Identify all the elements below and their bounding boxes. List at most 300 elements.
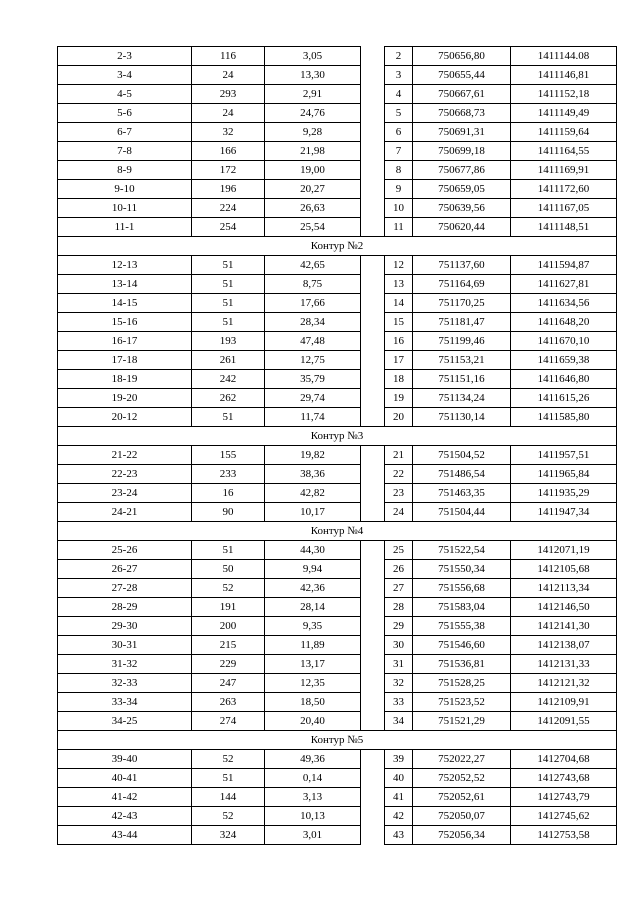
table-row (58, 484, 617, 503)
x-coordinate-cell: 750668,73 (413, 104, 511, 123)
point-number-cell: 18 (385, 370, 413, 389)
column-gap (361, 123, 385, 142)
column-gap (361, 104, 385, 123)
point-number-cell: 40 (385, 769, 413, 788)
x-coordinate-cell: 750659,05 (413, 180, 511, 199)
table-row (58, 218, 617, 237)
direction-angle-cell: 196 (192, 180, 265, 199)
y-coordinate-cell: 1412743,79 (511, 788, 617, 807)
table-row (58, 769, 617, 788)
y-coordinate-cell: 1411169,91 (511, 161, 617, 180)
y-coordinate-cell: 1412743,68 (511, 769, 617, 788)
y-coordinate-cell: 1411670,10 (511, 332, 617, 351)
x-coordinate-cell: 751486,54 (413, 465, 511, 484)
x-coordinate-cell: 752056,34 (413, 826, 511, 845)
table-row (58, 408, 617, 427)
distance-cell: 3,01 (265, 826, 361, 845)
distance-cell: 24,76 (265, 104, 361, 123)
column-gap (361, 446, 385, 465)
segment-cell: 7-8 (58, 142, 192, 161)
segment-cell: 11-1 (58, 218, 192, 237)
x-coordinate-cell: 751164,69 (413, 275, 511, 294)
y-coordinate-cell: 1412109,91 (511, 693, 617, 712)
distance-cell: 18,50 (265, 693, 361, 712)
point-number-cell: 25 (385, 541, 413, 560)
segment-cell: 10-11 (58, 199, 192, 218)
direction-angle-cell: 24 (192, 104, 265, 123)
table-row (58, 446, 617, 465)
table-row (58, 47, 617, 66)
y-coordinate-cell: 1411148,51 (511, 218, 617, 237)
segment-cell: 30-31 (58, 636, 192, 655)
x-coordinate-cell: 751134,24 (413, 389, 511, 408)
distance-cell: 0,14 (265, 769, 361, 788)
x-coordinate-cell: 750699,18 (413, 142, 511, 161)
distance-cell: 20,40 (265, 712, 361, 731)
segment-cell: 40-41 (58, 769, 192, 788)
segment-cell: 8-9 (58, 161, 192, 180)
x-coordinate-cell: 750620,44 (413, 218, 511, 237)
distance-cell: 9,94 (265, 560, 361, 579)
point-number-cell: 12 (385, 256, 413, 275)
segment-cell: 19-20 (58, 389, 192, 408)
distance-cell: 44,30 (265, 541, 361, 560)
column-gap (361, 389, 385, 408)
table-row (58, 503, 617, 522)
y-coordinate-cell: 1411634,56 (511, 294, 617, 313)
table-row (58, 655, 617, 674)
table-row (58, 541, 617, 560)
column-gap (361, 750, 385, 769)
direction-angle-cell: 51 (192, 313, 265, 332)
column-gap (361, 503, 385, 522)
segment-cell: 17-18 (58, 351, 192, 370)
y-coordinate-cell: 1411159,64 (511, 123, 617, 142)
distance-cell: 13,30 (265, 66, 361, 85)
distance-cell: 49,36 (265, 750, 361, 769)
y-coordinate-cell: 1411648,20 (511, 313, 617, 332)
y-coordinate-cell: 1411164,55 (511, 142, 617, 161)
x-coordinate-cell: 750655,44 (413, 66, 511, 85)
segment-cell: 12-13 (58, 256, 192, 275)
distance-cell: 12,35 (265, 674, 361, 693)
segment-cell: 28-29 (58, 598, 192, 617)
direction-angle-cell: 324 (192, 826, 265, 845)
y-coordinate-cell: 1412745,62 (511, 807, 617, 826)
y-coordinate-cell: 1411947,34 (511, 503, 617, 522)
table-row (58, 332, 617, 351)
table-row (58, 370, 617, 389)
table-row (58, 579, 617, 598)
column-gap (361, 617, 385, 636)
x-coordinate-cell: 751151,16 (413, 370, 511, 389)
table-row (58, 256, 617, 275)
point-number-cell: 34 (385, 712, 413, 731)
contour-header-row (58, 731, 617, 750)
direction-angle-cell: 16 (192, 484, 265, 503)
point-number-cell: 19 (385, 389, 413, 408)
point-number-cell: 13 (385, 275, 413, 294)
contour-title: Контур №3 (58, 427, 617, 446)
coordinates-table (57, 46, 617, 845)
distance-cell: 35,79 (265, 370, 361, 389)
x-coordinate-cell: 751170,25 (413, 294, 511, 313)
direction-angle-cell: 51 (192, 294, 265, 313)
segment-cell: 29-30 (58, 617, 192, 636)
column-gap (361, 275, 385, 294)
column-gap (361, 636, 385, 655)
column-gap (361, 66, 385, 85)
table-row (58, 826, 617, 845)
column-gap (361, 712, 385, 731)
segment-cell: 14-15 (58, 294, 192, 313)
table-body (58, 47, 617, 845)
direction-angle-cell: 247 (192, 674, 265, 693)
table-row (58, 617, 617, 636)
contour-header-row (58, 427, 617, 446)
direction-angle-cell: 51 (192, 256, 265, 275)
y-coordinate-cell: 1411957,51 (511, 446, 617, 465)
direction-angle-cell: 50 (192, 560, 265, 579)
x-coordinate-cell: 750639,56 (413, 199, 511, 218)
table-row (58, 465, 617, 484)
segment-cell: 22-23 (58, 465, 192, 484)
y-coordinate-cell: 1411646,80 (511, 370, 617, 389)
table-row (58, 674, 617, 693)
y-coordinate-cell: 1411965,84 (511, 465, 617, 484)
y-coordinate-cell: 1412138,07 (511, 636, 617, 655)
point-number-cell: 9 (385, 180, 413, 199)
direction-angle-cell: 229 (192, 655, 265, 674)
point-number-cell: 14 (385, 294, 413, 313)
point-number-cell: 26 (385, 560, 413, 579)
direction-angle-cell: 215 (192, 636, 265, 655)
y-coordinate-cell: 1412146,50 (511, 598, 617, 617)
table-row (58, 636, 617, 655)
column-gap (361, 351, 385, 370)
point-number-cell: 11 (385, 218, 413, 237)
direction-angle-cell: 166 (192, 142, 265, 161)
x-coordinate-cell: 752022,27 (413, 750, 511, 769)
contour-title: Контур №2 (58, 237, 617, 256)
distance-cell: 42,65 (265, 256, 361, 275)
point-number-cell: 32 (385, 674, 413, 693)
y-coordinate-cell: 1411146,81 (511, 66, 617, 85)
table-row (58, 123, 617, 142)
column-gap (361, 370, 385, 389)
column-gap (361, 332, 385, 351)
direction-angle-cell: 51 (192, 408, 265, 427)
distance-cell: 11,74 (265, 408, 361, 427)
point-number-cell: 6 (385, 123, 413, 142)
column-gap (361, 47, 385, 66)
column-gap (361, 256, 385, 275)
segment-cell: 15-16 (58, 313, 192, 332)
distance-cell: 3,13 (265, 788, 361, 807)
distance-cell: 12,75 (265, 351, 361, 370)
point-number-cell: 3 (385, 66, 413, 85)
segment-cell: 13-14 (58, 275, 192, 294)
point-number-cell: 24 (385, 503, 413, 522)
y-coordinate-cell: 1411172,60 (511, 180, 617, 199)
direction-angle-cell: 51 (192, 275, 265, 294)
y-coordinate-cell: 1412704,68 (511, 750, 617, 769)
segment-cell: 2-3 (58, 47, 192, 66)
direction-angle-cell: 52 (192, 807, 265, 826)
direction-angle-cell: 233 (192, 465, 265, 484)
distance-cell: 20,27 (265, 180, 361, 199)
point-number-cell: 23 (385, 484, 413, 503)
point-number-cell: 22 (385, 465, 413, 484)
point-number-cell: 43 (385, 826, 413, 845)
distance-cell: 28,34 (265, 313, 361, 332)
point-number-cell: 8 (385, 161, 413, 180)
column-gap (361, 541, 385, 560)
x-coordinate-cell: 751463,35 (413, 484, 511, 503)
segment-cell: 34-25 (58, 712, 192, 731)
x-coordinate-cell: 750656,80 (413, 47, 511, 66)
y-coordinate-cell: 1412091,55 (511, 712, 617, 731)
column-gap (361, 408, 385, 427)
distance-cell: 11,89 (265, 636, 361, 655)
table-row (58, 199, 617, 218)
table-row (58, 104, 617, 123)
x-coordinate-cell: 751521,29 (413, 712, 511, 731)
direction-angle-cell: 262 (192, 389, 265, 408)
table-row (58, 275, 617, 294)
distance-cell: 17,66 (265, 294, 361, 313)
table-row (58, 294, 617, 313)
point-number-cell: 21 (385, 446, 413, 465)
column-gap (361, 161, 385, 180)
point-number-cell: 28 (385, 598, 413, 617)
y-coordinate-cell: 1412071,19 (511, 541, 617, 560)
table-row (58, 750, 617, 769)
column-gap (361, 579, 385, 598)
table-row (58, 693, 617, 712)
segment-cell: 27-28 (58, 579, 192, 598)
distance-cell: 2,91 (265, 85, 361, 104)
distance-cell: 10,13 (265, 807, 361, 826)
direction-angle-cell: 254 (192, 218, 265, 237)
y-coordinate-cell: 1412113,34 (511, 579, 617, 598)
direction-angle-cell: 191 (192, 598, 265, 617)
column-gap (361, 655, 385, 674)
segment-cell: 20-12 (58, 408, 192, 427)
y-coordinate-cell: 1412105,68 (511, 560, 617, 579)
x-coordinate-cell: 751137,60 (413, 256, 511, 275)
y-coordinate-cell: 1411659,38 (511, 351, 617, 370)
segment-cell: 16-17 (58, 332, 192, 351)
distance-cell: 3,05 (265, 47, 361, 66)
direction-angle-cell: 193 (192, 332, 265, 351)
distance-cell: 10,17 (265, 503, 361, 522)
table-row (58, 389, 617, 408)
point-number-cell: 2 (385, 47, 413, 66)
x-coordinate-cell: 751199,46 (413, 332, 511, 351)
direction-angle-cell: 200 (192, 617, 265, 636)
contour-header-row (58, 522, 617, 541)
point-number-cell: 31 (385, 655, 413, 674)
segment-cell: 9-10 (58, 180, 192, 199)
column-gap (361, 693, 385, 712)
y-coordinate-cell: 1411149,49 (511, 104, 617, 123)
column-gap (361, 199, 385, 218)
direction-angle-cell: 274 (192, 712, 265, 731)
direction-angle-cell: 172 (192, 161, 265, 180)
point-number-cell: 16 (385, 332, 413, 351)
column-gap (361, 560, 385, 579)
direction-angle-cell: 144 (192, 788, 265, 807)
point-number-cell: 17 (385, 351, 413, 370)
x-coordinate-cell: 750691,31 (413, 123, 511, 142)
x-coordinate-cell: 752052,61 (413, 788, 511, 807)
x-coordinate-cell: 751546,60 (413, 636, 511, 655)
column-gap (361, 598, 385, 617)
point-number-cell: 15 (385, 313, 413, 332)
x-coordinate-cell: 751130,14 (413, 408, 511, 427)
table-row (58, 351, 617, 370)
segment-cell: 26-27 (58, 560, 192, 579)
segment-cell: 24-21 (58, 503, 192, 522)
x-coordinate-cell: 752052,52 (413, 769, 511, 788)
x-coordinate-cell: 750677,86 (413, 161, 511, 180)
contour-header-row (58, 237, 617, 256)
distance-cell: 26,63 (265, 199, 361, 218)
direction-angle-cell: 155 (192, 446, 265, 465)
distance-cell: 28,14 (265, 598, 361, 617)
point-number-cell: 4 (385, 85, 413, 104)
column-gap (361, 807, 385, 826)
direction-angle-cell: 51 (192, 769, 265, 788)
y-coordinate-cell: 1412121,32 (511, 674, 617, 693)
direction-angle-cell: 52 (192, 579, 265, 598)
x-coordinate-cell: 752050,07 (413, 807, 511, 826)
table-row (58, 85, 617, 104)
segment-cell: 41-42 (58, 788, 192, 807)
point-number-cell: 33 (385, 693, 413, 712)
table-row (58, 180, 617, 199)
point-number-cell: 5 (385, 104, 413, 123)
contour-title: Контур №4 (58, 522, 617, 541)
column-gap (361, 85, 385, 104)
distance-cell: 29,74 (265, 389, 361, 408)
column-gap (361, 674, 385, 693)
table-row (58, 66, 617, 85)
distance-cell: 25,54 (265, 218, 361, 237)
column-gap (361, 826, 385, 845)
distance-cell: 19,00 (265, 161, 361, 180)
point-number-cell: 29 (385, 617, 413, 636)
direction-angle-cell: 242 (192, 370, 265, 389)
direction-angle-cell: 261 (192, 351, 265, 370)
y-coordinate-cell: 1411594,87 (511, 256, 617, 275)
segment-cell: 21-22 (58, 446, 192, 465)
column-gap (361, 142, 385, 161)
segment-cell: 39-40 (58, 750, 192, 769)
segment-cell: 43-44 (58, 826, 192, 845)
y-coordinate-cell: 1411152,18 (511, 85, 617, 104)
contour-title: Контур №5 (58, 731, 617, 750)
point-number-cell: 41 (385, 788, 413, 807)
direction-angle-cell: 51 (192, 541, 265, 560)
column-gap (361, 465, 385, 484)
x-coordinate-cell: 751523,52 (413, 693, 511, 712)
y-coordinate-cell: 1411935,29 (511, 484, 617, 503)
y-coordinate-cell: 1412131,33 (511, 655, 617, 674)
x-coordinate-cell: 751153,21 (413, 351, 511, 370)
table-row (58, 712, 617, 731)
point-number-cell: 10 (385, 199, 413, 218)
segment-cell: 23-24 (58, 484, 192, 503)
y-coordinate-cell: 1411167,05 (511, 199, 617, 218)
segment-cell: 25-26 (58, 541, 192, 560)
direction-angle-cell: 24 (192, 66, 265, 85)
column-gap (361, 769, 385, 788)
table-row (58, 142, 617, 161)
y-coordinate-cell: 1412753,58 (511, 826, 617, 845)
column-gap (361, 294, 385, 313)
direction-angle-cell: 52 (192, 750, 265, 769)
direction-angle-cell: 293 (192, 85, 265, 104)
column-gap (361, 180, 385, 199)
distance-cell: 8,75 (265, 275, 361, 294)
table-row (58, 807, 617, 826)
segment-cell: 32-33 (58, 674, 192, 693)
x-coordinate-cell: 751556,68 (413, 579, 511, 598)
table-row (58, 313, 617, 332)
point-number-cell: 20 (385, 408, 413, 427)
x-coordinate-cell: 751555,38 (413, 617, 511, 636)
distance-cell: 9,28 (265, 123, 361, 142)
segment-cell: 31-32 (58, 655, 192, 674)
table-row (58, 161, 617, 180)
x-coordinate-cell: 751522,54 (413, 541, 511, 560)
distance-cell: 47,48 (265, 332, 361, 351)
point-number-cell: 30 (385, 636, 413, 655)
table-row (58, 788, 617, 807)
column-gap (361, 313, 385, 332)
direction-angle-cell: 224 (192, 199, 265, 218)
distance-cell: 19,82 (265, 446, 361, 465)
distance-cell: 13,17 (265, 655, 361, 674)
y-coordinate-cell: 1411585,80 (511, 408, 617, 427)
distance-cell: 9,35 (265, 617, 361, 636)
x-coordinate-cell: 751504,44 (413, 503, 511, 522)
direction-angle-cell: 116 (192, 47, 265, 66)
point-number-cell: 27 (385, 579, 413, 598)
x-coordinate-cell: 751181,47 (413, 313, 511, 332)
segment-cell: 3-4 (58, 66, 192, 85)
x-coordinate-cell: 751536,81 (413, 655, 511, 674)
distance-cell: 21,98 (265, 142, 361, 161)
segment-cell: 6-7 (58, 123, 192, 142)
segment-cell: 42-43 (58, 807, 192, 826)
x-coordinate-cell: 751583,04 (413, 598, 511, 617)
point-number-cell: 7 (385, 142, 413, 161)
distance-cell: 42,82 (265, 484, 361, 503)
direction-angle-cell: 263 (192, 693, 265, 712)
column-gap (361, 788, 385, 807)
y-coordinate-cell: 1412141,30 (511, 617, 617, 636)
segment-cell: 18-19 (58, 370, 192, 389)
x-coordinate-cell: 751550,34 (413, 560, 511, 579)
y-coordinate-cell: 1411615,26 (511, 389, 617, 408)
column-gap (361, 218, 385, 237)
x-coordinate-cell: 751528,25 (413, 674, 511, 693)
segment-cell: 5-6 (58, 104, 192, 123)
segment-cell: 33-34 (58, 693, 192, 712)
